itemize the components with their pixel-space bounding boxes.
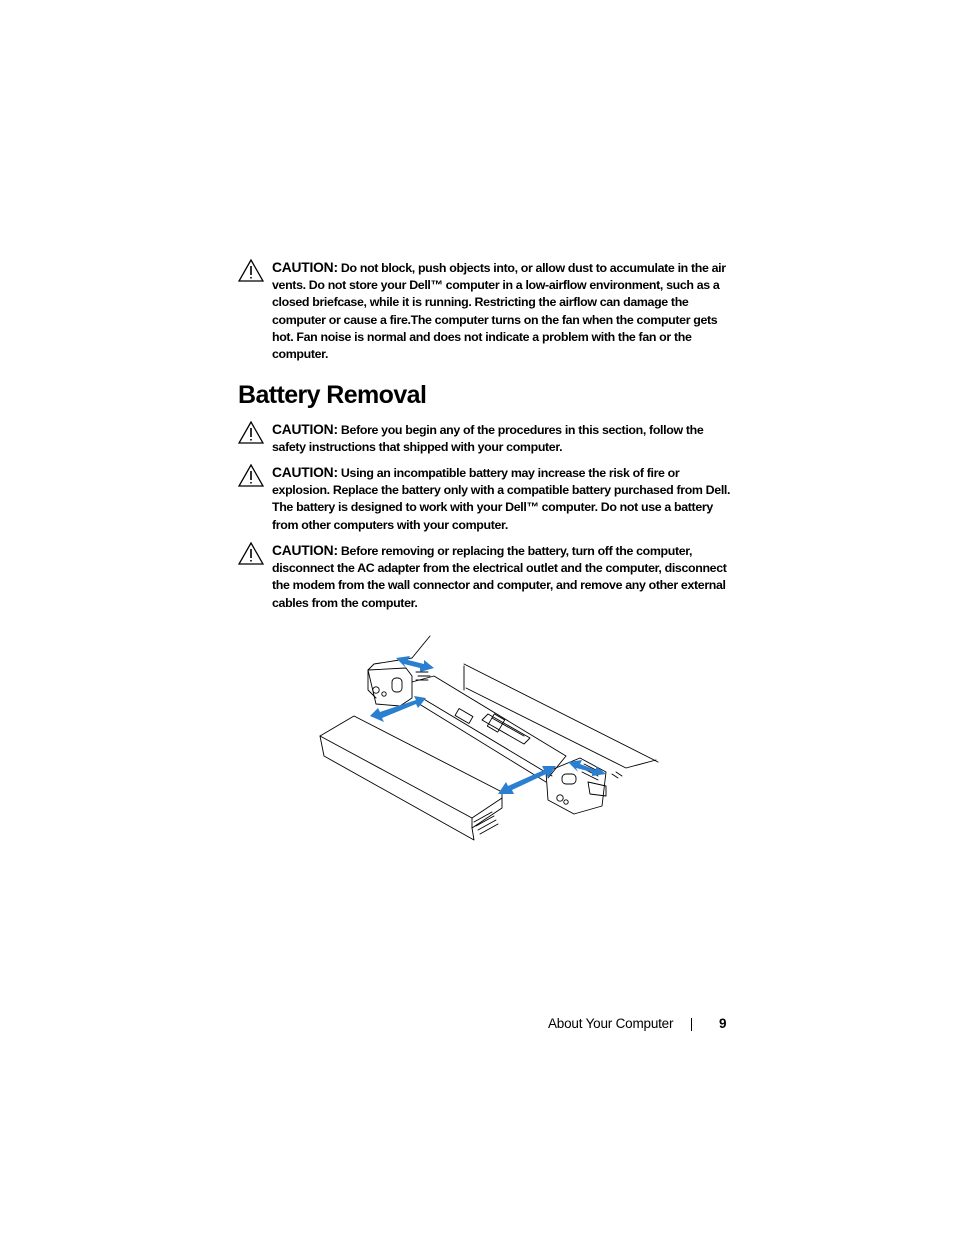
caution-notice-airflow — [238, 259, 738, 363]
warning-triangle-icon — [238, 259, 264, 282]
caution-notice-power — [238, 542, 738, 612]
warning-triangle-icon — [238, 464, 264, 487]
section-heading: Battery Removal — [238, 381, 427, 409]
caution-label: CAUTION: — [272, 260, 338, 275]
footer-chapter-title: About Your Computer — [548, 1016, 674, 1031]
caution-text: Do not block, push objects into, or allow dust to accumulate in the air vents. Do not store your Dell™ computer in a low-airflow environment, such as a closed briefcase, while it is running. Restricting the airflow can damage the computer or cause a fire.The computer turns on the fan when the computer gets hot. Fan noise is normal and does not indicate a problem with the fan or the computer. — [272, 261, 726, 362]
caution-notice-battery — [238, 464, 738, 534]
battery-removal-illustration — [316, 632, 662, 844]
warning-triangle-icon — [238, 542, 264, 565]
caution-label: CAUTION: — [272, 422, 338, 437]
caution-text: Using an incompatible battery may increase the risk of fire or explosion. Replace the battery only with a compatible battery purchased from Dell. The battery is designed to work with your Dell™ computer. Do not use a battery from other computers with your computer. — [272, 466, 731, 532]
caution-label: CAUTION: — [272, 465, 338, 480]
caution-notice-safety — [238, 421, 738, 456]
warning-triangle-icon — [238, 421, 264, 444]
page-number: 9 — [719, 1016, 727, 1031]
caution-text: Before you begin any of the procedures in this section, follow the safety instructions that shipped with your computer. — [272, 423, 704, 455]
caution-text: Before removing or replacing the battery, turn off the computer, disconnect the AC adapter from the electrical outlet and the computer, disconnect the modem from the wall connector and computer, and remove any other external cables from the computer. — [272, 544, 727, 610]
caution-label: CAUTION: — [272, 543, 338, 558]
footer-separator — [691, 1018, 692, 1031]
